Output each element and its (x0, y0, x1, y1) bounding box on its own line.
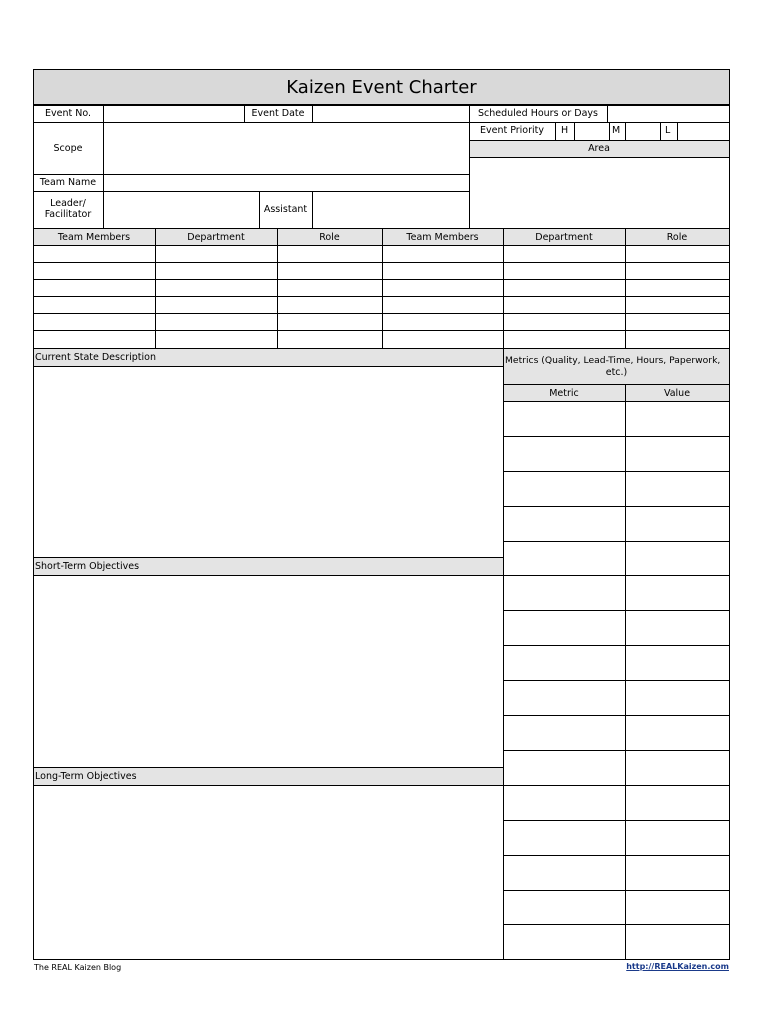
footer-link[interactable]: http://REALKaizen.com (626, 962, 729, 971)
current-state-label: Current State Description (35, 352, 156, 363)
metrics-label-line1: Metrics (Quality, Lead-Time, Hours, Paperwork, (505, 355, 721, 366)
assistant-label: Assistant (263, 204, 308, 215)
leader-label-line2: Facilitator (44, 209, 92, 220)
priority-l-label: L (665, 125, 671, 136)
priority-m-label: M (612, 125, 621, 136)
event-no-label: Event No. (44, 108, 91, 119)
page-title: Kaizen Event Charter (33, 69, 730, 105)
metrics-label-line2: etc.) (605, 367, 628, 378)
team-name-label: Team Name (39, 177, 97, 188)
metric-col-header: Metric (549, 388, 579, 399)
event-date-label: Event Date (251, 108, 305, 119)
col-department-1: Department (187, 232, 245, 243)
value-col-header: Value (663, 388, 691, 399)
col-role-2: Role (666, 232, 688, 243)
priority-h-label: H (561, 125, 569, 136)
area-label: Area (588, 143, 610, 154)
scheduled-label: Scheduled Hours or Days (477, 108, 598, 119)
long-term-label: Long-Term Objectives (35, 771, 137, 782)
footer-blog-name: The REAL Kaizen Blog (34, 963, 122, 972)
event-priority-label: Event Priority (479, 125, 545, 136)
col-team-members-1: Team Members (57, 232, 131, 243)
scope-label: Scope (53, 143, 83, 154)
col-department-2: Department (535, 232, 593, 243)
col-team-members-2: Team Members (406, 232, 479, 243)
leader-label-line1: Leader/ (50, 198, 86, 209)
short-term-label: Short-Term Objectives (35, 561, 140, 572)
col-role-1: Role (319, 232, 340, 243)
